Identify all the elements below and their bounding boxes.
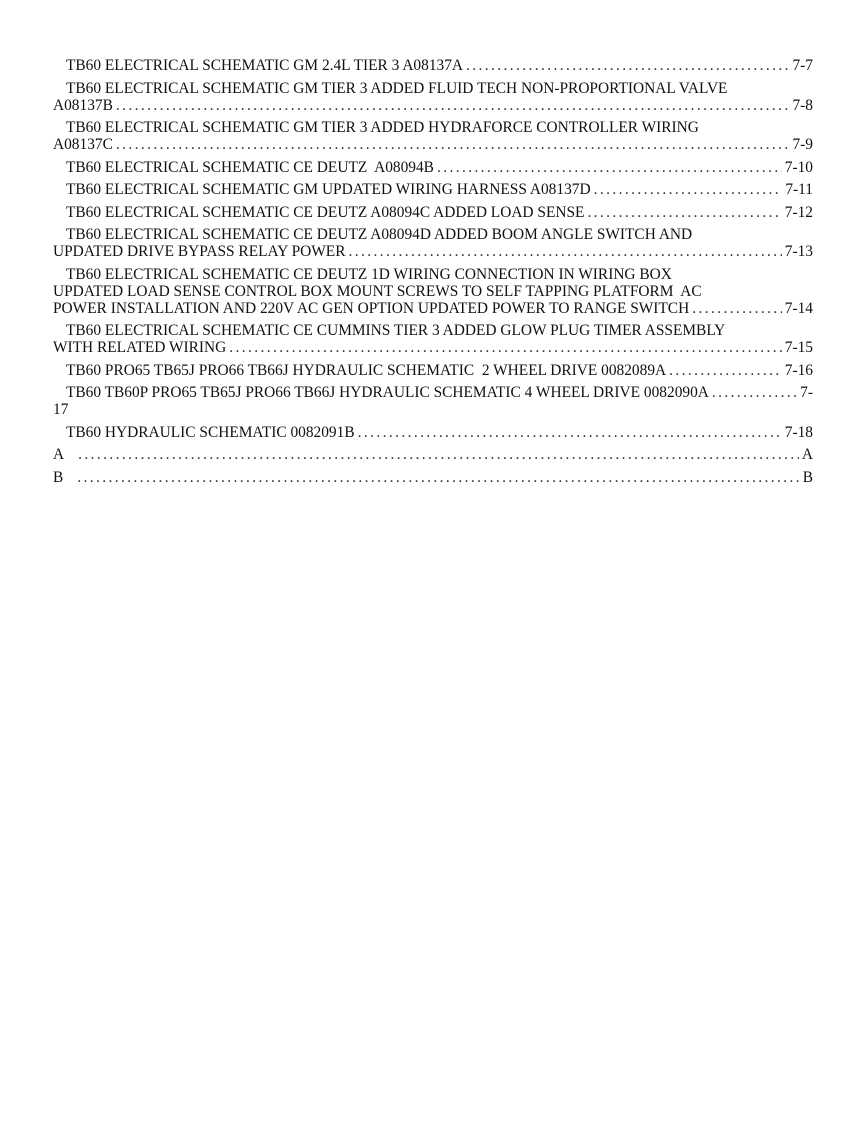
index-letter-label: B xyxy=(53,468,64,486)
toc-entry-title: TB60 ELECTRICAL SCHEMATIC GM TIER 3 ADDED HYDRAFORCE CONTROLLER WIRING xyxy=(66,119,699,136)
toc-page-number: 7-10 xyxy=(784,158,813,176)
toc-entry-line xyxy=(53,384,813,401)
index-letter-entry[interactable] xyxy=(53,446,813,463)
toc-page-number: 7-16 xyxy=(784,361,813,379)
dot-leader xyxy=(594,181,783,198)
dot-leader xyxy=(466,57,789,74)
toc-entry-title: TB60 HYDRAULIC SCHEMATIC 0082091B xyxy=(66,423,355,441)
index-letter-page: A xyxy=(801,446,813,463)
toc-page-number-part: 7- xyxy=(800,384,813,401)
dot-leader xyxy=(587,204,781,221)
dot-leader xyxy=(78,446,799,463)
toc-entry[interactable] xyxy=(53,322,813,356)
toc-entry-line xyxy=(53,181,813,198)
dot-leader xyxy=(348,243,781,260)
dot-leader xyxy=(229,339,782,356)
toc-entry-line xyxy=(53,57,813,74)
dot-leader xyxy=(437,159,782,176)
toc-entry-line xyxy=(53,300,813,317)
toc-entry[interactable] xyxy=(53,204,813,221)
toc-page-number: 7-15 xyxy=(784,339,813,356)
toc-entry[interactable] xyxy=(53,226,813,260)
toc-entry-title: TB60 ELECTRICAL SCHEMATIC CE DEUTZ 1D WIRING CONNECTION IN WIRING BOX xyxy=(66,265,672,283)
dot-leader xyxy=(116,136,790,153)
toc-entry[interactable] xyxy=(53,57,813,74)
toc-entry-line xyxy=(53,283,813,300)
toc-entry[interactable] xyxy=(53,159,813,176)
toc-entry-title-continued: UPDATED LOAD SENSE CONTROL BOX MOUNT SCREWS TO SELF TAPPING PLATFORM AC xyxy=(53,282,702,300)
toc-page-number: 7-9 xyxy=(792,136,813,153)
toc-page-number: 7-13 xyxy=(784,243,813,260)
toc-entry-line xyxy=(53,339,813,356)
toc-entry-title: TB60 ELECTRICAL SCHEMATIC GM TIER 3 ADDED FLUID TECH NON-PROPORTIONAL VALVE xyxy=(66,79,728,97)
toc-entry-title: TB60 ELECTRICAL SCHEMATIC GM 2.4L TIER 3 A08137A xyxy=(66,57,464,74)
toc-entry-title: TB60 ELECTRICAL SCHEMATIC GM UPDATED WIRING HARNESS A08137D xyxy=(66,181,591,198)
toc-entry-title-continued: WITH RELATED WIRING xyxy=(53,339,227,356)
toc-entry-title: TB60 TB60P PRO65 TB65J PRO66 TB66J HYDRAULIC SCHEMATIC 4 WHEEL DRIVE 0082090A xyxy=(66,384,709,401)
toc-entry-line xyxy=(53,322,813,339)
toc-entry-line xyxy=(53,97,813,114)
toc-entry-line xyxy=(53,469,813,486)
toc-entry-line xyxy=(53,266,813,283)
toc-entry[interactable] xyxy=(53,119,813,153)
toc-entry-title-continued: A08137B xyxy=(53,96,113,114)
toc-entry-line xyxy=(53,401,813,418)
dot-leader xyxy=(692,300,782,317)
toc-entry-title: TB60 PRO65 TB65J PRO66 TB66J HYDRAULIC SCHEMATIC 2 WHEEL DRIVE 0082089A xyxy=(66,361,667,379)
toc-entry-title: TB60 ELECTRICAL SCHEMATIC CE DEUTZ A08094C ADDED LOAD SENSE xyxy=(66,203,585,221)
toc-page-number: 7-12 xyxy=(784,203,813,221)
toc-entry-line xyxy=(53,226,813,243)
toc-page-number: 7-14 xyxy=(784,299,813,317)
toc-entry-line xyxy=(53,204,813,221)
dot-leader xyxy=(712,384,797,401)
toc-entry-line xyxy=(53,243,813,260)
toc-entry-line xyxy=(53,119,813,136)
toc-entry[interactable] xyxy=(53,424,813,441)
toc-entry-line xyxy=(53,80,813,97)
toc-entry[interactable] xyxy=(53,181,813,198)
toc-page-number: 7-18 xyxy=(784,423,813,441)
toc-entry-title: TB60 ELECTRICAL SCHEMATIC CE DEUTZ A08094B xyxy=(66,158,434,176)
toc-page-number: 7-8 xyxy=(792,96,813,114)
index-letter-label: A xyxy=(53,446,65,463)
dot-leader xyxy=(358,424,782,441)
index-letter-entry[interactable] xyxy=(53,469,813,486)
toc-entry[interactable] xyxy=(53,362,813,379)
toc-entry-title-continued: A08137C xyxy=(53,136,113,153)
toc-entry-line xyxy=(53,362,813,379)
dot-leader xyxy=(669,362,782,379)
dot-leader xyxy=(116,97,790,114)
toc-entry-title: TB60 ELECTRICAL SCHEMATIC CE DEUTZ A08094D ADDED BOOM ANGLE SWITCH AND xyxy=(66,226,693,243)
toc-entry[interactable] xyxy=(53,80,813,114)
toc-entry[interactable] xyxy=(53,266,813,317)
table-of-contents xyxy=(53,57,813,491)
toc-page-number-part: 17 xyxy=(53,401,69,418)
toc-entry-title-continued: UPDATED DRIVE BYPASS RELAY POWER xyxy=(53,243,346,260)
toc-entry-line xyxy=(53,136,813,153)
index-letter-page: B xyxy=(802,468,813,486)
toc-page-number: 7-7 xyxy=(792,57,813,74)
toc-entry-title-continued: POWER INSTALLATION AND 220V AC GEN OPTION UPDATED POWER TO RANGE SWITCH xyxy=(53,299,690,317)
toc-entry-title: TB60 ELECTRICAL SCHEMATIC CE CUMMINS TIER 3 ADDED GLOW PLUG TIMER ASSEMBLY xyxy=(66,322,726,339)
toc-entry-line xyxy=(53,159,813,176)
toc-page-number: 7-11 xyxy=(785,181,813,198)
dot-leader xyxy=(77,469,799,486)
toc-entry-line xyxy=(53,424,813,441)
toc-entry[interactable] xyxy=(53,384,813,418)
toc-entry-line xyxy=(53,446,813,463)
